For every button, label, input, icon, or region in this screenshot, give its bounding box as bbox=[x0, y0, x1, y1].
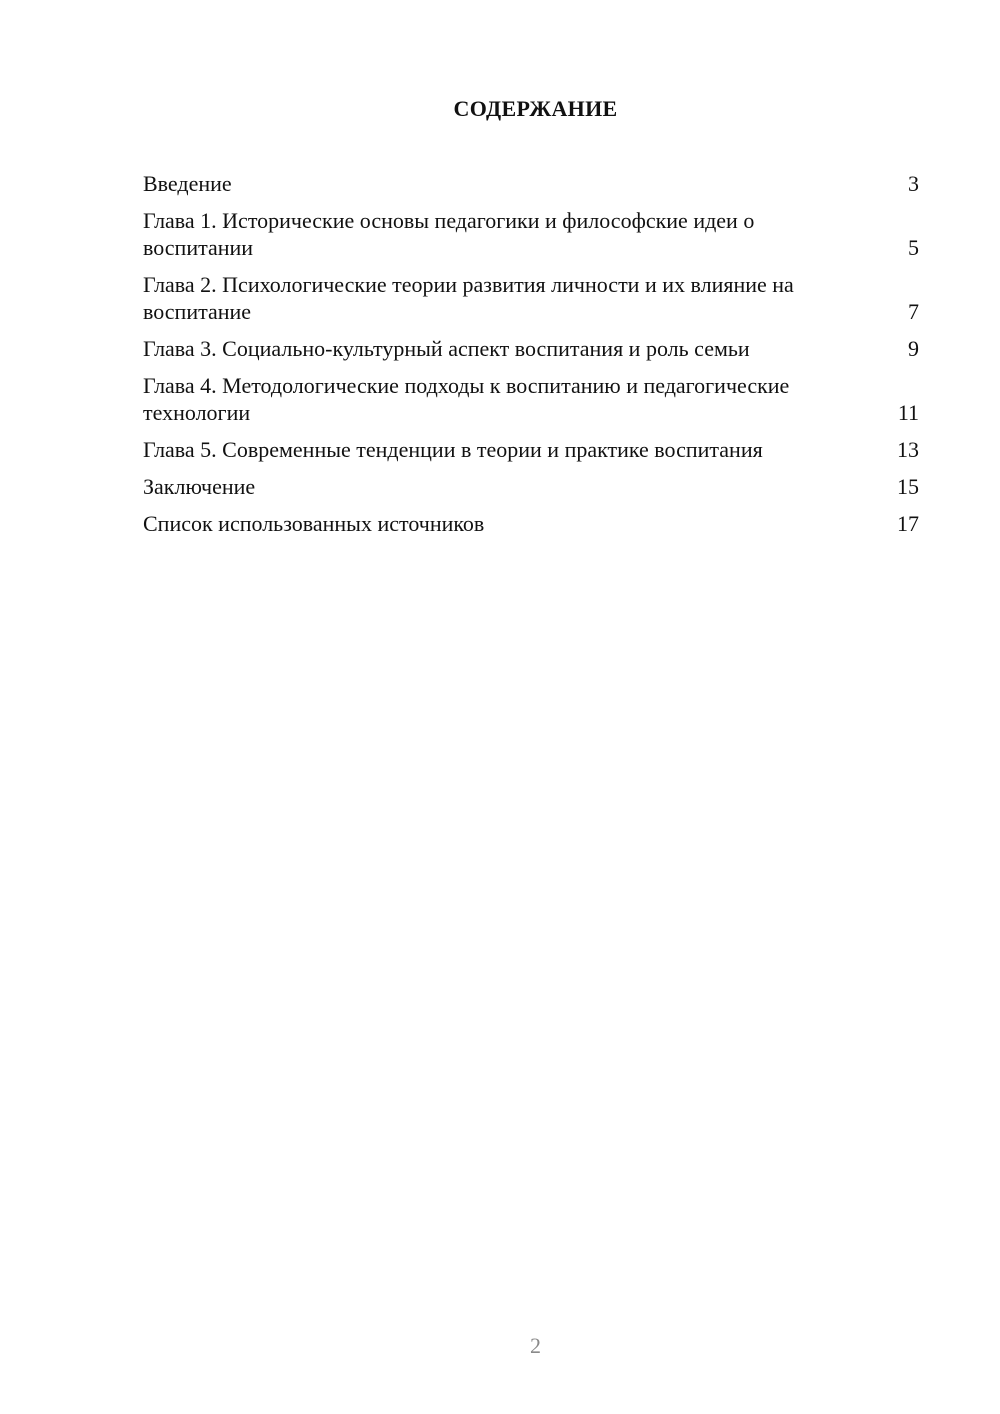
toc-entry-conclusion bbox=[143, 473, 919, 500]
toc-entry-chapter-5 bbox=[143, 436, 919, 463]
toc-entry-introduction bbox=[143, 170, 919, 197]
toc-entry-title: Глава 4. Методологические подходы к воспитанию и педагогические технологии bbox=[143, 373, 790, 425]
toc-entry-title: Глава 5. Современные тенденции в теории и практике воспитания bbox=[143, 437, 763, 462]
toc-entry-page: 15 bbox=[897, 474, 919, 499]
toc-entry-page: 9 bbox=[908, 336, 919, 361]
toc-entry-page: 5 bbox=[908, 235, 919, 260]
toc-entry-chapter-3 bbox=[143, 335, 919, 362]
toc-entry-page: 7 bbox=[908, 299, 919, 324]
page-number: 2 bbox=[530, 1333, 541, 1358]
toc-entry-title: Список использованных источников bbox=[143, 511, 485, 536]
toc-entry-chapter-2 bbox=[143, 271, 919, 325]
toc-entry-references bbox=[143, 510, 919, 537]
toc-entry-chapter-4 bbox=[143, 372, 919, 426]
toc-entry-page: 13 bbox=[897, 437, 919, 462]
toc-entry-page: 3 bbox=[908, 171, 919, 196]
page-title: СОДЕРЖАНИЕ bbox=[453, 96, 618, 121]
toc-entry-title: Глава 2. Психологические теории развития личности и их влияние на воспитание bbox=[143, 272, 794, 324]
toc-entry-chapter-1 bbox=[143, 207, 919, 261]
toc-entry-title: Введение bbox=[143, 171, 232, 196]
toc-entry-title: Заключение bbox=[143, 474, 256, 499]
toc-entry-page: 11 bbox=[897, 400, 919, 425]
toc-entry-page: 17 bbox=[897, 511, 919, 536]
toc-entry-title: Глава 3. Социально-культурный аспект воспитания и роль семьи bbox=[143, 336, 750, 361]
toc-entry-title: Глава 1. Исторические основы педагогики и философские идеи о воспитании bbox=[143, 208, 755, 260]
table-of-contents bbox=[143, 170, 919, 547]
